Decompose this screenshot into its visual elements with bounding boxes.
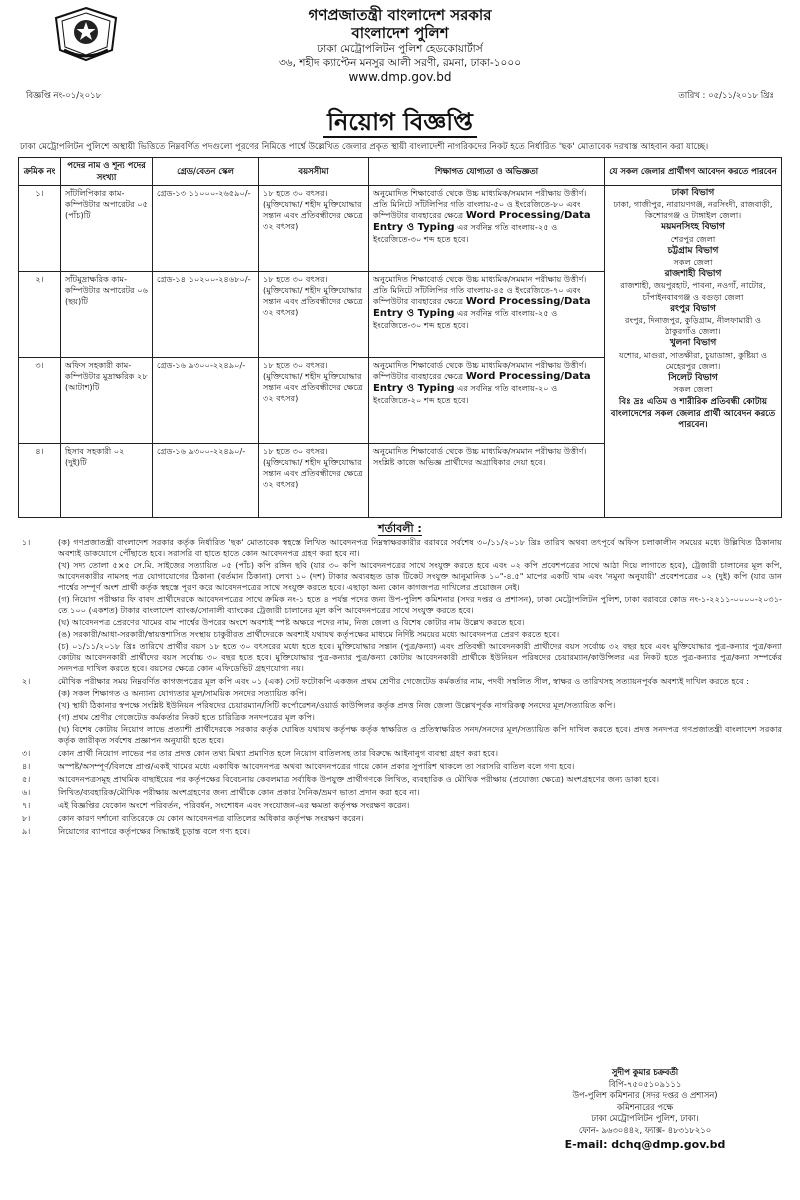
contact-email: E-mail: dchq@dmp.gov.bd (564, 1137, 726, 1151)
row-age: ১৮ হতে ৩০ বৎসর। (মুক্তিযোদ্ধা/ শহীদ মুক্তিযোদ্ধার সন্তান এবং প্রতিবন্ধীদের ক্ষেত্রে ৩২ বৎসর) (259, 185, 369, 271)
condition-para: (গ) প্রথম শ্রেণীর গেজেটেড কর্মকর্তার নিকট হতে চারিত্রিক সনদপত্রের মূল কপি। (58, 712, 315, 723)
header-districts: যে সকল জেলার প্রার্থীগণ আবেদন করতে পারবেন (605, 158, 782, 185)
division-name: ঢাকা বিভাগ (671, 187, 715, 198)
condition-para: অস্পষ্ট/অসম্পূর্ণ/বিলম্বে প্রাপ্ত/একই খামের মধ্যে একাধিক আবেদনপত্র অথবা আবেদনপত্রের গায়ে কোন প্রকার সুপারিশ থাকলে তা সরাসরি বাতিল বলে গণ্য হবে। (58, 761, 575, 772)
condition-para: (ঙ) সরকারী/আধা-সরকারী/স্বায়ত্তশাসিত সংস্থায় চাকুরীরত প্রার্থীদেরকে অবশ্যই যথাযথ কর্তৃপক্ষের মাধ্যমে নির্দিষ্ট সময়ের মধ্যে আবেদনপত্র প্রেরণ করতে হবে। (58, 629, 560, 640)
condition-para: (ঘ) আবেদনপত্র প্রেরণের খামের বাম পার্শ্বের উপরের অংশে অবশ্যই স্পষ্ট অক্ষরে পদের নাম, নিজ জেলা ও বিশেষ কোটার নাম উল্লেখ করতে হবে। (58, 617, 525, 628)
division-districts: শেরপুর জেলা (670, 233, 716, 244)
row-age: ১৮ হতে ৩০ বৎসর। (মুক্তিযোদ্ধা/ শহীদ মুক্তিযোদ্ধার সন্তান এবং প্রতিবন্ধীদের ক্ষেত্রে ৩২ বৎসর) (259, 271, 369, 357)
row-qualification: অনুমোদিত শিক্ষাবোর্ড থেকে উচ্চ মাধ্যমিক/সমমান পরীক্ষায় উত্তীর্ণ। প্রতি মিনিটে সাঁটলিপির গতি বাংলায়-৪৫ ও ইংরেজিতে-৭০ এবং কম্পিউটার ব্যবহারের ক্ষেত্রে Word Processing/Data Entry ও Typing এর সর্বনিম্ন গতি বাংলায়-২৫ ও ইংরেজিতে-৩০ শব্দ হতে হবে। (369, 271, 605, 357)
row-sn: ২। (19, 271, 61, 357)
condition-item: ৪। অস্পষ্ট/অসম্পূর্ণ/বিলম্বে প্রাপ্ত/একই খামের মধ্যে একাধিক আবেদনপত্র অথবা আবেদনপত্রের গায়ে কোন প্রকার সুপারিশ থাকলে তা সরাসরি বাতিল বলে গণ্য হবে। (18, 761, 782, 773)
table-row (19, 185, 782, 271)
intro-paragraph: ঢাকা মেট্রোপলিটন পুলিশে অস্থায়ী ভিত্তিতে নিম্নবর্ণিত পদগুলো পূরণের নিমিত্তে পার্শ্বে উল্লেখিত জেলার প্রকৃত স্থায়ী বাংলাদেশী নাগরিকদের নিকট হতে নির্ধারিত 'ছক' মোতাবেক দরখাস্ত আহবান করা যাচ্ছে। (20, 142, 709, 153)
condition-item: ৩। কোন প্রার্থী নিয়োগ লাভের পর তার প্রদত্ত কোন তথ্য মিথ্যা প্রমাণিত হলে নিয়োগ বাতিলসহ তার বিরুদ্ধে আইনানুগ ব্যবস্থা গ্রহণ করা হবে। (18, 748, 782, 760)
table-header-row (19, 158, 782, 185)
condition-para: (চ) ০১/১১/২০১৮ খ্রিঃ তারিখে প্রার্থীর বয়স ১৮ হতে ৩০ বৎসরের মধ্যে হতে হবে। মুক্তিযোদ্ধার সন্তান (পুত্র/কন্যা) এবং প্রতিবন্ধী আবেদনকারী প্রার্থীদের বয়স সর্বোচ্চ ৩২ বছর হবে এবং মুক্তিযোদ্ধার পুত্র-কন্যার পুত্র/কন্যা কোটায় আবেদনকারী প্রার্থীদের বয়স সর্বোচ্চ ৩০ বছর হতে হবে। মুক্তিযোদ্ধার পুত্র-কন্যার পুত্র/কন্যা কোটায় আবেদনকারী প্রার্থীকে ইউনিয়ন পরিষদের চেয়ারম্যান/কাউন্সিলর এর নিকট হতে পুত্র-কন্যার পুত্র/কন্যা সম্পর্কের সনদপত্র দাখিল করতে হবে। বয়সের ক্ষেত্রে কোন এফিডেভিট গ্রহণযোগ্য নয়। (58, 641, 782, 674)
condition-para: আবেদনপত্রসমূহ প্রাথমিক বাছাইয়ের পর কর্তৃপক্ষের বিবেচনায় কেবলমাত্র সর্বাধিক উপযুক্ত প্রার্থীগণকে লিখিত, ব্যবহারিক ও মৌখিক পরীক্ষায় (প্রযোজ্য ক্ষেত্রে) অংশগ্রহণের জন্য ডাকা হবে। (58, 774, 660, 785)
condition-item: ৬। লিখিত/ব্যবহারিক/মৌখিক পরীক্ষায় অংশগ্রহণের জন্য প্রার্থীকে কোন প্রকার দৈনিক/ভ্রমণ ভাতা প্রদান করা হবে না। (18, 787, 782, 799)
condition-item: ২। মৌখিক পরীক্ষার সময় নিম্নবর্ণিত কাগজপত্রের মূল কপি এবং ০১ (এক) সেট ফটোকপি একজন প্রথম শ্রেণীর গেজেটেড কর্মকর্তার নাম, পদবী সম্বলিত সীল, স্বাক্ষর ও তারিখসহ সত্যায়নপূর্বক অবশ্যই দাখিল করতে হবে : (ক) সকল শিক্ষাগত ও অন্যান্য যোগ্যতার মূল/সাময়িক সনদের সত্যায়িত কপি। (খ) স্থায়ী ঠিকানার স্বপক্ষে সংশ্লিষ্ট ইউনিয়ন পরিষদের চেয়ারম্যান/সিটি কর্পোরেশন/ওয়ার্ড কাউন্সিলর কর্তৃক প্রদত্ত নিজ জেলা উল্লেখপূর্বক নাগরিকত্ব সনদের মূল/সত্যায়িত কপি। (গ) প্রথম শ্রেণীর গেজেটেড কর্মকর্তার নিকট হতে চারিত্রিক সনদপত্রের মূল কপি। (ঘ) বিশেষ কোটায় নিয়োগ লাভে প্রত্যাশী প্রার্থীদেরকে সরকার কর্তৃক ঘোষিত যথাযথ কর্তৃপক্ষ কর্তৃক স্বাক্ষরিত ও প্রতিস্বাক্ষরিত সনদ/সনদের মূল/সত্যায়িত কপি দাখিল করতে হবে। প্রদত্ত সনদপত্র গণপ্রজাতন্ত্রী বাংলাদেশ সরকার কর্তৃক জারীকৃত সর্বশেষ প্রজ্ঞাপন অনুযায়ী হতে হবে। (22, 676, 782, 746)
condition-para: এই বিজ্ঞপ্তির যেকোন অংশে পরিবর্তন, পরিবর্ধন, সংশোধন এবং সংযোজন-এর ক্ষমতা কর্তৃপক্ষ সংরক্ষণ করেন। (58, 800, 410, 811)
posts-table (18, 157, 782, 517)
conditions-list (18, 537, 782, 838)
condition-para: (ক) সকল শিক্ষাগত ও অন্যান্য যোগ্যতার মূল/সাময়িক সনদের সত্যায়িত কপি। (58, 688, 307, 699)
police-emblem-logo (50, 6, 122, 62)
condition-para: (ঘ) বিশেষ কোটায় নিয়োগ লাভে প্রত্যাশী প্রার্থীদেরকে সরকার কর্তৃক ঘোষিত যথাযথ কর্তৃপক্ষ কর্তৃক স্বাক্ষরিত ও প্রতিস্বাক্ষরিত সনদ/সনদের মূল/সত্যায়িত কপি দাখিল করতে হবে। প্রদত্ত সনদপত্র গণপ্রজাতন্ত্রী বাংলাদেশ সরকার কর্তৃক জারীকৃত সর্বশেষ প্রজ্ঞাপন অনুযায়ী হতে হবে। (58, 724, 782, 746)
govt-name: গণপ্রজাতন্ত্রী বাংলাদেশ সরকার (308, 6, 492, 24)
condition-item: ৫। আবেদনপত্রসমূহ প্রাথমিক বাছাইয়ের পর কর্তৃপক্ষের বিবেচনায় কেবলমাত্র সর্বাধিক উপযুক্ত প্রার্থীগণকে লিখিত, ব্যবহারিক ও মৌখিক পরীক্ষায় (প্রযোজ্য ক্ষেত্রে) অংশগ্রহণের জন্য ডাকা হবে। (18, 774, 782, 786)
condition-item: ১। (ক) গণপ্রজাতন্ত্রী বাংলাদেশ সরকার কর্তৃক নির্ধারিত 'ছক' মোতাবেক স্বহস্তে লিখিত আবেদনপত্র নিম্নস্বাক্ষরকারীর বরাবরে সর্বশেষ ৩০/১১/২০১৮ খ্রিঃ তারিখ অথবা তৎপূর্বে অফিস চলাকালীন সময়ের মধ্যে উল্লিখিত ঠিকানায় অবশ্যই ডাকযোগে পৌঁছাতে হবে। সরাসরি বা হাতে হাতে কোন আবেদনপত্র গ্রহণ করা হবে না। (খ) সদ্য তোলা ৫×৫ সে.মি. সাইজের সত্যায়িত ০৫ (পাঁচ) কপি রঙ্গিন ছবি (যার ৩০ কপি আবেদনপত্রের সাথে সংযুক্ত করতে হবে এবং ০২ কপি প্রবেশপত্রের সাথে আঠা দিয়ে লাগাতে হবে), ট্রেজারী চালানের মূল কপি, আবেদনকারীর নামসহ পত্র যোগাযোগের ঠিকানা (বর্তমান ঠিকানা) লেখা ১০ (দশ) টাকার অব্যবহৃত ডাক টিকেট সংযুক্ত আনুমানিক ১০"-৪.৫" মাপের একটি খাম এবং 'নমুনা অনুযায়ী' প্রবেশপত্রের ০২ (দুই) কপি (যার ডান পার্শ্বের সম্পূর্ণ অংশ প্রার্থী কর্তৃক স্বহস্তে পূরণ করে আবেদনপত্রের সাথে সংযুক্ত করতে হবে। এছাড়া অন্য কোন কাগজপত্র দাখিলের প্রয়োজন নেই। (গ) নিয়োগ পরীক্ষার ফি বাবদ প্রার্থীদেরকে আবেদনপত্রের সাথে ক্রমিক নং-১ হতে ৪ পর্যন্ত পদের জন্য উপ-পুলিশ কমিশনার (সদর দপ্তর ও প্রশাসন), ঢাকা মেট্রোপলিটন পুলিশ, ঢাকা বরাবরে কোড নং-১-২২১১-০০০০-২০৩১-তে ১০০ (একশত) টাকার বাংলাদেশ ব্যাংক/সোনালী ব্যাংকের ট্রেজারী চালানের মূল কপি আবেদনপত্রের সাথে সংযুক্ত করতে হবে। (ঘ) আবেদনপত্র প্রেরণের খামের বাম পার্শ্বের উপরের অংশে অবশ্যই স্পষ্ট অক্ষরে পদের নাম, নিজ জেলা ও বিশেষ কোটার নাম উল্লেখ করতে হবে। (ঙ) সরকারী/আধা-সরকারী/স্বায়ত্তশাসিত সংস্থায় চাকুরীরত প্রার্থীদেরকে অবশ্যই যথাযথ কর্তৃপক্ষের মাধ্যমে নির্দিষ্ট সময়ের মধ্যে আবেদনপত্র প্রেরণ করতে হবে। (চ) ০১/১১/২০১৮ খ্রিঃ তারিখে প্রার্থীর বয়স ১৮ হতে ৩০ বৎসরের মধ্যে হতে হবে। মুক্তিযোদ্ধার সন্তান (পুত্র/কন্যা) এবং প্রতিবন্ধী আবেদনকারী প্রার্থীদের বয়স সর্বোচ্চ ৩২ বছর হবে এবং মুক্তিযোদ্ধার পুত্র-কন্যার পুত্র/কন্যা কোটায় আবেদনকারী প্রার্থীদের বয়স সর্বোচ্চ ৩০ বছর হতে হবে। মুক্তিযোদ্ধার পুত্র-কন্যার পুত্র/কন্যা কোটায় আবেদনকারী প্রার্থীকে ইউনিয়ন পরিষদের চেয়ারম্যান/কাউন্সিলর এর নিকট হতে পুত্র-কন্যার পুত্র/কন্যা সম্পর্কের সনদপত্র দাখিল করতে হবে। বয়সের ক্ষেত্রে কোন এফিডেভিট গ্রহণযোগ্য নয়। (22, 537, 782, 674)
condition-para: নিয়োগের ব্যাপারে কর্তৃপক্ষের সিদ্ধান্তই চূড়ান্ত বলে গণ্য হবে। (58, 826, 251, 837)
row-age: ১৮ হতে ৩০ বৎসর। (মুক্তিযোদ্ধা/ শহীদ মুক্তিযোদ্ধার সন্তান এবং প্রতিবন্ধীদের ক্ষেত্রে ৩২ বৎসর) (259, 443, 369, 517)
division-name: খুলনা বিভাগ (669, 338, 717, 349)
row-post: অফিস সহকারী কাম-কম্পিউটার মুদ্রাক্ষরিক ২৮ (আটাশ)টি (61, 357, 153, 443)
office-address: ৩৬, শহীদ ক্যাপ্টেন মনসুর আলী সরণী, রমনা, ঢাকা-১০০০ (278, 57, 522, 69)
signature-block (530, 1067, 760, 1150)
division-name: চট্টগ্রাম বিভাগ (667, 245, 719, 256)
condition-item: ৭। এই বিজ্ঞপ্তির যেকোন অংশে পরিবর্তন, পরিবর্ধন, সংশোধন এবং সংযোজন-এর ক্ষমতা কর্তৃপক্ষ সংরক্ষণ করেন। (18, 800, 782, 812)
condition-para: কোন কারণ দর্শানো ব্যতিরেকে যে কোন আবেদনপত্র বাতিলের অধিকার কর্তৃপক্ষ সংরক্ষণ করেন। (58, 813, 364, 824)
letterhead (18, 0, 782, 85)
row-age: ১৮ হতে ৩০ বৎসর। (মুক্তিযোদ্ধা/ শহীদ মুক্তিযোদ্ধার সন্তান এবং প্রতিবন্ধীদের ক্ষেত্রে ৩২ বৎসর) (259, 357, 369, 443)
signatory-office: ঢাকা মেট্রোপলিটন পুলিশ, ঢাকা। (591, 1113, 699, 1124)
condition-para: কোন প্রার্থী নিয়োগ লাভের পর তার প্রদত্ত কোন তথ্য মিথ্যা প্রমাণিত হলে নিয়োগ বাতিলসহ তার বিরুদ্ধে আইনানুগ ব্যবস্থা গ্রহণ করা হবে। (58, 748, 499, 759)
header-age: বয়সসীমা (259, 158, 369, 185)
division-name: সিলেট বিভাগ (668, 373, 718, 384)
header-sn: ক্রমিক নং (19, 158, 61, 185)
division-districts: সকল জেলা (673, 384, 713, 395)
signatory-designation: উপ-পুলিশ কমিশনার (সদর দপ্তর ও প্রশাসন) (572, 1090, 718, 1101)
office-name: ঢাকা মেট্রোপলিটন পুলিশ হেডকোয়ার্টার্স (317, 43, 483, 55)
special-note: বিঃ দ্রঃ এতিম ও শারীরিক প্রতিবন্ধী কোটায় বাংলাদেশের সকল জেলার প্রার্থী আবেদন করতে পারবেন। (610, 397, 776, 431)
row-qualification: অনুমোদিত শিক্ষাবোর্ড থেকে উচ্চ মাধ্যমিক/সমমান পরীক্ষায় উত্তীর্ণ। সংশ্লিষ্ট কাজে অভিজ্ঞ প্রার্থীদের অগ্রাধিকার দেয়া হবে। (369, 443, 605, 517)
memo-number: বিজ্ঞপ্তি নং-০১/২০১৮ (26, 91, 102, 101)
signatory-on-behalf: কমিশনারের পক্ষে (616, 1101, 674, 1112)
division-districts: রাজশাহী, জয়পুরহাট, পাবনা, নওগাঁ, নাটোর, চাঁপাইনবাবগঞ্জ ও বগুড়া জেলা (620, 280, 766, 302)
row-qualification: অনুমোদিত শিক্ষাবোর্ড থেকে উচ্চ মাধ্যমিক/সমমান পরীক্ষায় উত্তীর্ণ। প্রতি মিনিটে সাঁটলিপির গতি বাংলায়-৫০ ও ইংরেজিতে-৮০ এবং কম্পিউটার ব্যবহারের ক্ষেত্রে Word Processing/Data Entry ও Typing এর সর্বনিম্ন গতি বাংলায়-২৫ ও ইংরেজিতে-৩০ শব্দ হতে হবে। (369, 185, 605, 271)
signatory-bp: বিপি-৭৫০৫১০৯১১১ (608, 1078, 682, 1089)
header-post: পদের নাম ও শূন্য পদের সংখ্যা (61, 158, 153, 185)
header-qualification: শিক্ষাগত যোগ্যতা ও অভিজ্ঞতা (369, 158, 605, 185)
row-grade: গ্রেড-১৪ ১০২০০-২৪৬৮০/- (153, 271, 259, 357)
reference-line (18, 91, 782, 101)
row-qualification: অনুমোদিত শিক্ষাবোর্ড থেকে উচ্চ মাধ্যমিক/সমমান পরীক্ষায় উত্তীর্ণ। কম্পিউটার ব্যবহারের ক্ষেত্রে Word Processing/Data Entry ও Typing এর সর্বনিম্ন গতি বাংলায়-২০ ও ইংরেজিতে-২০ শব্দ হতে হবে। (369, 357, 605, 443)
division-name: রাজশাহী বিভাগ (664, 269, 722, 280)
condition-para: (ক) গণপ্রজাতন্ত্রী বাংলাদেশ সরকার কর্তৃক নির্ধারিত 'ছক' মোতাবেক স্বহস্তে লিখিত আবেদনপত্র নিম্নস্বাক্ষরকারীর বরাবরে সর্বশেষ ৩০/১১/২০১৮ খ্রিঃ তারিখ অথবা তৎপূর্বে অফিস চলাকালীন সময়ের মধ্যে উল্লিখিত ঠিকানায় অবশ্যই ডাকযোগে পৌঁছাতে হবে। সরাসরি বা হাতে হাতে কোন আবেদনপত্র গ্রহণ করা হবে না। (58, 537, 782, 559)
condition-para: লিখিত/ব্যবহারিক/মৌখিক পরীক্ষায় অংশগ্রহণের জন্য প্রার্থীকে কোন প্রকার দৈনিক/ভ্রমণ ভাতা প্রদান করা হবে না। (58, 787, 420, 798)
row-post: হিসাব সহকারী ০২ (দুই)টি (61, 443, 153, 517)
division-name: ময়মনসিংহ বিভাগ (661, 222, 725, 233)
division-districts: রংপুর, দিনাজপুর, কুড়িগ্রাম, নীলফামারী ও ঠাকুরগাঁও জেলা। (624, 315, 762, 337)
division-name: রংপুর বিভাগ (670, 303, 716, 314)
division-districts: যশোর, মাগুরা, সাতক্ষীরা, চুয়াডাঙ্গা, কুষ্টিয়া ও মেহেরপুর জেলা। (618, 349, 767, 371)
notice-date: তারিখ : ০৫/১১/২০১৮ খ্রিঃ (678, 91, 774, 101)
row-grade: গ্রেড-১৬ ৯৩০০-২২৪৯০/- (153, 357, 259, 443)
condition-para: মৌখিক পরীক্ষার সময় নিম্নবর্ণিত কাগজপত্রের মূল কপি এবং ০১ (এক) সেট ফটোকপি একজন প্রথম শ্রেণীর গেজেটেড কর্মকর্তার নাম, পদবী সম্বলিত সীল, স্বাক্ষর ও তারিখসহ সত্যায়নপূর্বক অবশ্যই দাখিল করতে হবে : (58, 676, 749, 687)
signatory-name: সুদীপ কুমার চক্রবর্তী (611, 1067, 679, 1077)
row-post: সাঁটমুদ্রাক্ষরিক কাম-কম্পিউটার অপারেটর ০৬ (ছয়)টি (61, 271, 153, 357)
condition-para: (খ) সদ্য তোলা ৫×৫ সে.মি. সাইজের সত্যায়িত ০৫ (পাঁচ) কপি রঙ্গিন ছবি (যার ৩০ কপি আবেদনপত্রের সাথে সংযুক্ত করতে হবে এবং ০২ কপি প্রবেশপত্রের সাথে আঠা দিয়ে লাগাতে হবে), ট্রেজারী চালানের মূল কপি, আবেদনকারীর নামসহ পত্র যোগাযোগের ঠিকানা (বর্তমান ঠিকানা) লেখা ১০ (দশ) টাকার অব্যবহৃত ডাক টিকেট সংযুক্ত আনুমানিক ১০"-৪.৫" মাপের একটি খাম এবং 'নমুনা অনুযায়ী' প্রবেশপত্রের ০২ (দুই) কপি (যার ডান পার্শ্বের সম্পূর্ণ অংশ প্রার্থী কর্তৃক স্বহস্তে পূরণ করে আবেদনপত্রের সাথে সংযুক্ত করতে হবে। এছাড়া অন্য কোন কাগজপত্র দাখিলের প্রয়োজন নেই। (58, 560, 782, 593)
division-districts: ঢাকা, গাজীপুর, নারায়ণগঞ্জ, নরসিংদী, রাজবাড়ী, কিশোরগঞ্জ ও টাঙ্গাইল জেলা। (613, 198, 773, 221)
notice-title: নিয়োগ বিজ্ঞপ্তি (18, 107, 782, 137)
division-districts: সকল জেলা (673, 256, 713, 267)
row-post: সাঁটলিপিকার কাম-কম্পিউটার অপারেটর ০৫ (পাঁচ)টি (61, 185, 153, 271)
department-name: বাংলাদেশ পুলিশ (351, 24, 449, 42)
website: www.dmp.gov.bd (348, 70, 452, 84)
conditions-title: শর্তাবলী : (378, 521, 422, 535)
row-grade: গ্রেড-১৬ ৯৩০০-২২৪৯০/- (153, 443, 259, 517)
districts-cell (605, 185, 782, 517)
row-sn: ৪। (19, 443, 61, 517)
condition-item: ৯। নিয়োগের ব্যাপারে কর্তৃপক্ষের সিদ্ধান্তই চূড়ান্ত বলে গণ্য হবে। (18, 826, 782, 838)
condition-para: (গ) নিয়োগ পরীক্ষার ফি বাবদ প্রার্থীদেরকে আবেদনপত্রের সাথে ক্রমিক নং-১ হতে ৪ পর্যন্ত পদের জন্য উপ-পুলিশ কমিশনার (সদর দপ্তর ও প্রশাসন), ঢাকা মেট্রোপলিটন পুলিশ, ঢাকা বরাবরে কোড নং-১-২২১১-০০০০-২০৩১-তে ১০০ (একশত) টাকার বাংলাদেশ ব্যাংক/সোনালী ব্যাংকের ট্রেজারী চালানের মূল কপি আবেদনপত্রের সাথে সংযুক্ত করতে হবে। (58, 594, 782, 616)
row-grade: গ্রেড-১৩ ১১০০০-২৬৫৯০/- (153, 185, 259, 271)
row-sn: ৩। (19, 357, 61, 443)
header-grade: গ্রেড/বেতন স্কেল (153, 158, 259, 185)
condition-item: ৮। কোন কারণ দর্শানো ব্যতিরেকে যে কোন আবেদনপত্র বাতিলের অধিকার কর্তৃপক্ষ সংরক্ষণ করেন। (18, 813, 782, 825)
row-sn: ১। (19, 185, 61, 271)
condition-para: (খ) স্থায়ী ঠিকানার স্বপক্ষে সংশ্লিষ্ট ইউনিয়ন পরিষদের চেয়ারম্যান/সিটি কর্পোরেশন/ওয়ার্ড কাউন্সিলর কর্তৃক প্রদত্ত নিজ জেলা উল্লেখপূর্বক নাগরিকত্ব সনদের মূল/সত্যায়িত কপি। (58, 700, 616, 711)
contact-phone: ফোন- ৯৬৩০৪৪২, ফ্যাক্স- ৪৮৩১৮২১০ (578, 1124, 712, 1135)
